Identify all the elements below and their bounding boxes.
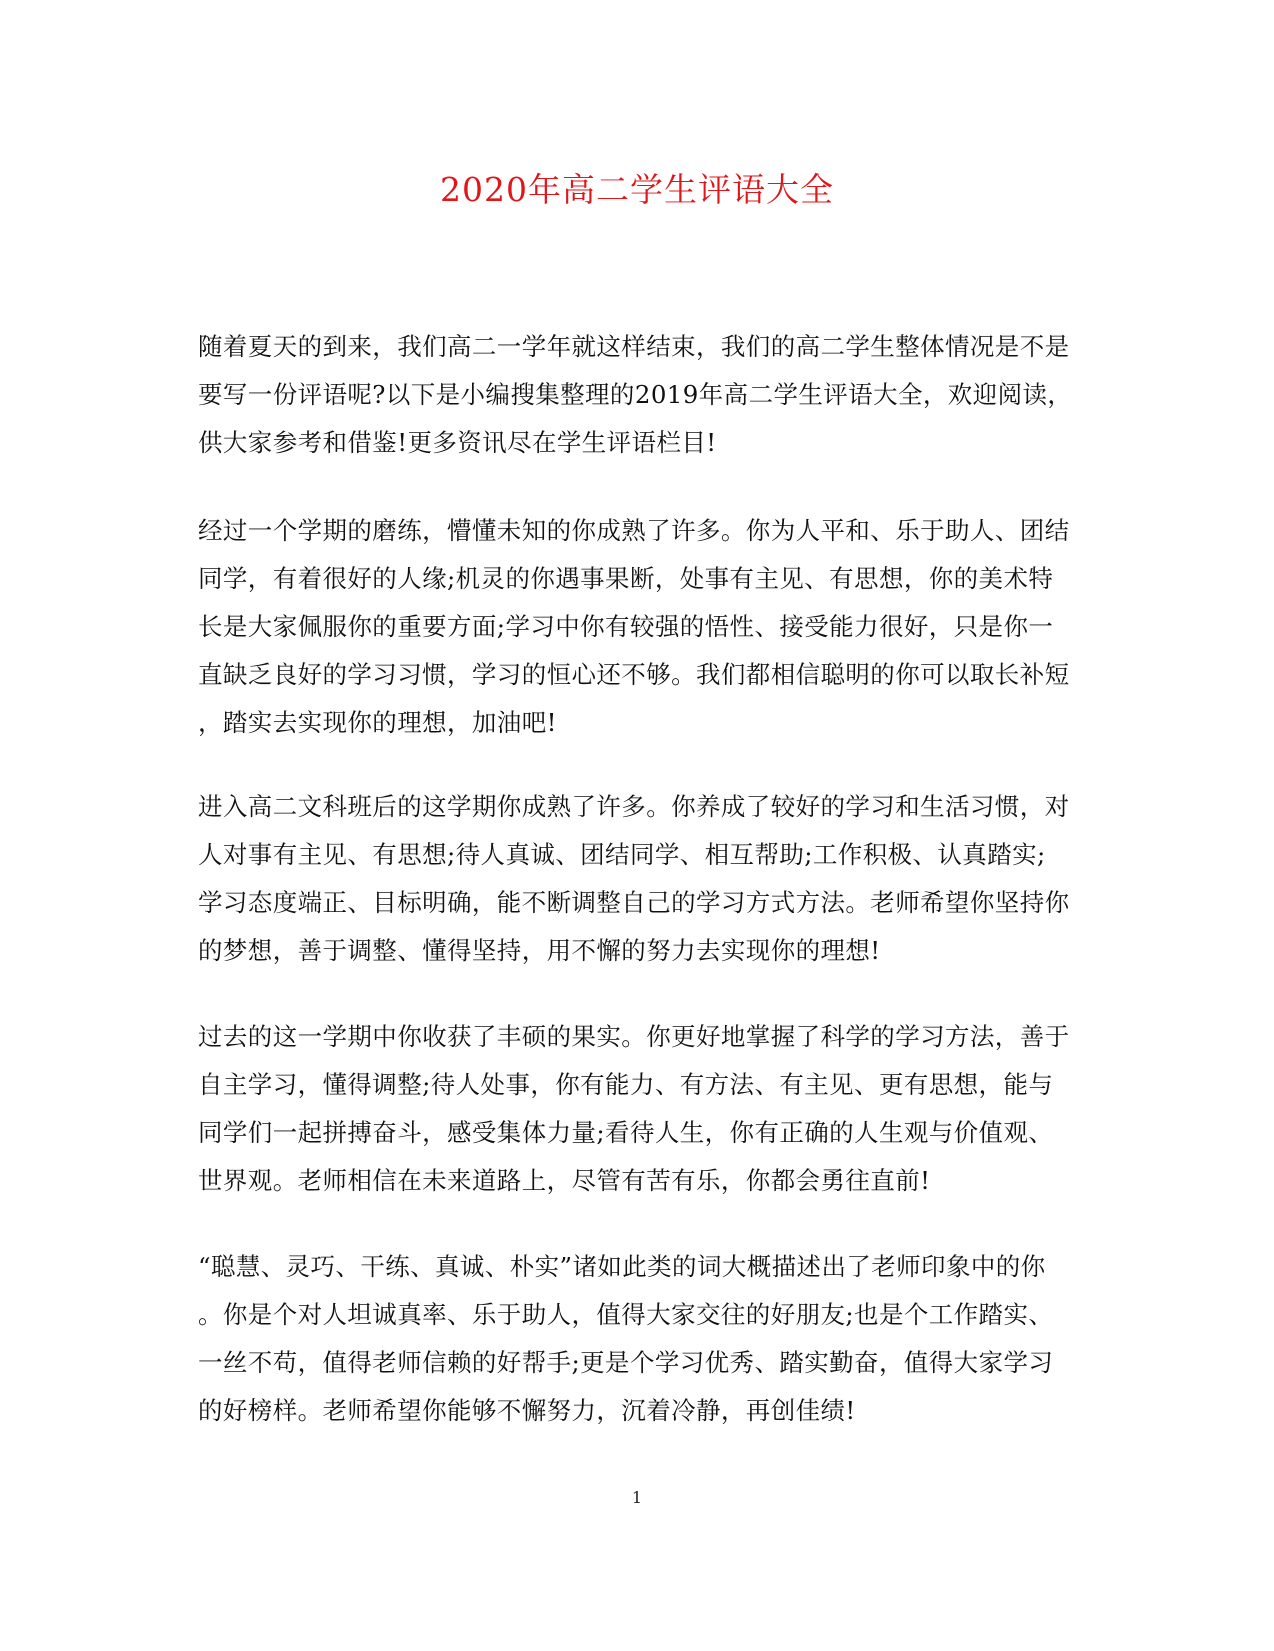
paragraph-line: 过去的这一学期中你收获了丰硕的果实。你更好地掌握了科学的学习方法，善于 — [198, 1022, 1070, 1051]
paragraph-line: 人对事有主见、有思想;待人真诚、团结同学、相互帮助;工作积极、认真踏实; — [198, 840, 1046, 869]
paragraph-line: 自主学习，懂得调整;待人处事，你有能力、有方法、有主见、更有思想，能与 — [198, 1070, 1054, 1099]
paragraph-line: 同学们一起拼搏奋斗，感受集体力量;看待人生，你有正确的人生观与价值观、 — [198, 1118, 1054, 1147]
paragraph-comment-2 — [198, 783, 1076, 975]
paragraph-comment-4 — [198, 1243, 1076, 1435]
paragraph-comment-1 — [198, 507, 1076, 747]
paragraph-line: 长是大家佩服你的重要方面;学习中你有较强的悟性、接受能力很好，只是你一 — [198, 612, 1054, 641]
paragraph-line: 要写一份评语呢?以下是小编搜集整理的2019年高二学生评语大全，欢迎阅读， — [198, 380, 1073, 409]
paragraph-line: 同学，有着很好的人缘;机灵的你遇事果断，处事有主见、有思想，你的美术特 — [198, 564, 1054, 593]
paragraph-intro — [198, 323, 1076, 467]
paragraph-line: “聪慧、灵巧、干练、真诚、朴实”诸如此类的词大概描述出了老师印象中的你 — [198, 1252, 1046, 1281]
paragraph-line: 世界观。老师相信在未来道路上，尽管有苦有乐，你都会勇往直前! — [198, 1166, 931, 1195]
page-number: 1 — [631, 1488, 643, 1507]
paragraph-line: 的好榜样。老师希望你能够不懈努力，沉着冷静，再创佳绩! — [198, 1396, 856, 1425]
paragraph-line: 学习态度端正、目标明确，能不断调整自己的学习方式方法。老师希望你坚持你 — [198, 888, 1070, 917]
paragraph-line: 。你是个对人坦诚真率、乐于助人，值得大家交往的好朋友;也是个工作踏实、 — [198, 1300, 1054, 1329]
paragraph-line: 经过一个学期的磨练，懵懂未知的你成熟了许多。你为人平和、乐于助人、团结 — [198, 516, 1070, 545]
paragraph-line: 随着夏天的到来，我们高二一学年就这样结束，我们的高二学生整体情况是不是 — [198, 332, 1070, 361]
paragraph-line: 供大家参考和借鉴!更多资讯尽在学生评语栏目! — [198, 428, 717, 457]
paragraph-line: ，踏实去实现你的理想，加油吧! — [198, 708, 557, 737]
paragraph-line: 进入高二文科班后的这学期你成熟了许多。你养成了较好的学习和生活习惯，对 — [198, 792, 1070, 821]
paragraph-line: 的梦想，善于调整、懂得坚持，用不懈的努力去实现你的理想! — [198, 936, 881, 965]
paragraph-line: 直缺乏良好的学习习惯，学习的恒心还不够。我们都相信聪明的你可以取长补短 — [198, 660, 1070, 689]
paragraph-line: 一丝不苟，值得老师信赖的好帮手;更是个学习优秀、踏实勤奋，值得大家学习 — [198, 1348, 1054, 1377]
paragraph-comment-3 — [198, 1013, 1076, 1205]
document-title: 2020年高二学生评语大全 — [440, 170, 834, 209]
